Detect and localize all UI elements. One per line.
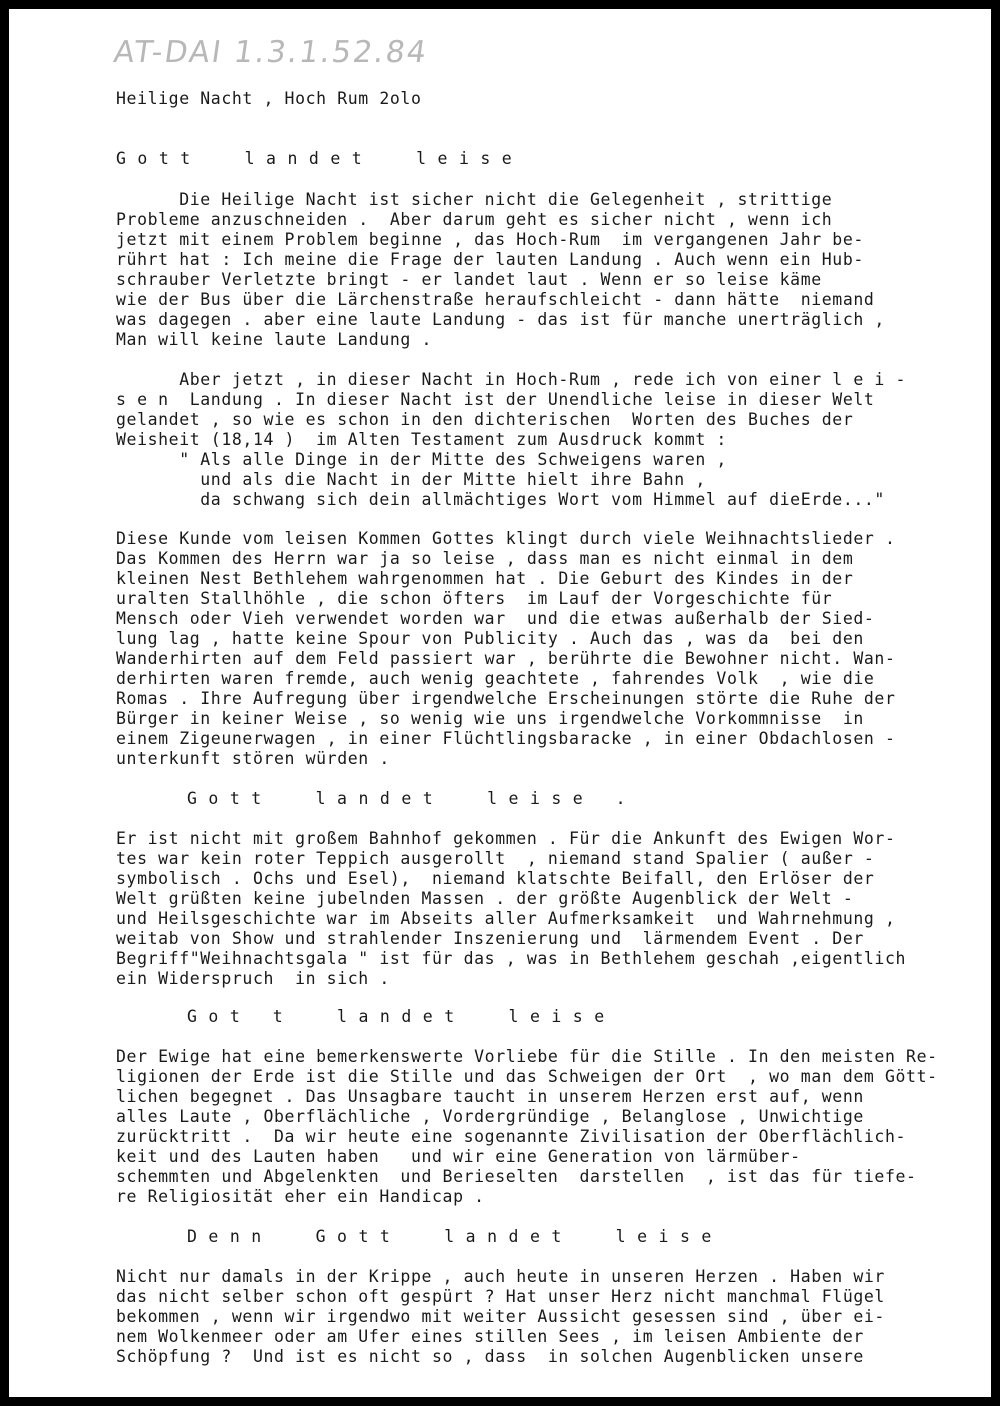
text-line: nem Wolkenmeer oder am Ufer eines stillen Sees , im leisen Ambiente der [116,1327,864,1346]
text-line: Mensch oder Vieh verwendet worden war und die etwas außerhalb der Sied- [116,609,875,628]
text-line: alles Laute , Oberflächliche , Vordergründige , Belanglose , Unwichtige [116,1107,864,1126]
text-line: Welt grüßten keine jubelnden Massen . der größte Augenblick der Welt - [116,889,854,908]
quote-line: " Als alle Dinge in der Mitte des Schweigens waren , [116,450,727,469]
text-line: Begriff"Weihnachtsgala " ist für das , was in Bethlehem geschah ,eigentlich [116,949,907,968]
section-heading: Denn Gott landet leise [187,1227,723,1246]
document-page [9,9,991,1397]
text-line: lung lag , hatte keine Spour von Publicity . Auch das , was da bei den [116,629,864,648]
archive-stamp: AT-DAI 1.3.1.52.84 [111,35,431,70]
text-line: das nicht selber schon oft gespürt ? Hat unser Herz nicht manchmal Flügel [116,1287,885,1306]
text-line: Wanderhirten auf dem Feld passiert war , berührte die Bewohner nicht. Wan- [116,649,896,668]
text-line: ligionen der Erde ist die Stille und das Schweigen der Ort , wo man dem Gött- [116,1067,938,1086]
text-line: Man will keine laute Landung . [116,330,433,349]
text-line: Nicht nur damals in der Krippe , auch heute in unseren Herzen . Haben wir [116,1267,885,1286]
section-heading: Gott landet leise . [187,789,638,808]
text-line: re Religiosität eher ein Handicap . [116,1187,485,1206]
text-line: s e n Landung . In dieser Nacht ist der Unendliche leise in dieser Welt [116,390,875,409]
section-heading: Got t landet leise [187,1007,616,1026]
text-line: Romas . Ihre Aufregung über irgendwelche Erscheinungen störte die Ruhe der [116,689,896,708]
text-line: Bürger in keiner Weise , so wenig wie uns irgendwelche Vorkommnisse in [116,709,864,728]
text-line: keit und des Lauten haben und wir eine Generation von lärmüber- [116,1147,801,1166]
text-line: Diese Kunde vom leisen Kommen Gottes klingt durch viele Weihnachtslieder . [116,529,896,548]
text-line: Weisheit (18,14 ) im Alten Testament zum Ausdruck kommt : [116,430,727,449]
text-line: wie der Bus über die Lärchenstraße heraufschleicht - dann hätte niemand [116,290,875,309]
text-line: schrauber Verletzte bringt - er landet laut . Wenn er so leise käme [116,270,822,289]
text-line: gelandet , so wie es schon in den dichterischen Worten des Buches der [116,410,854,429]
quote-line: da schwang sich dein allmächtiges Wort vom Himmel auf dieErde..." [116,490,885,509]
text-line: tes war kein roter Teppich ausgerollt , niemand stand Spalier ( außer - [116,849,875,868]
text-line: bekommen , wenn wir irgendwo mit weiter Aussicht gesessen sind , über ei- [116,1307,885,1326]
text-line: Er ist nicht mit großem Bahnhof gekommen . Für die Ankunft des Ewigen Wor- [116,829,896,848]
text-line: kleinen Nest Bethlehem wahrgenommen hat . Die Geburt des Kindes in der [116,569,854,588]
document-header: Heilige Nacht , Hoch Rum 2olo [116,89,422,108]
text-line: uralten Stallhöhle , die schon öfters im Lauf der Vorgeschichte für [116,589,833,608]
text-line: Probleme anzuschneiden . Aber darum geht es sicher nicht , wenn ich [116,210,833,229]
text-line: jetzt mit einem Problem beginne , das Hoch-Rum im vergangenen Jahr be- [116,230,864,249]
text-line: weitab von Show und strahlender Inszenierung und lärmendem Event . Der [116,929,864,948]
text-line: Die Heilige Nacht ist sicher nicht die Gelegenheit , strittige [116,190,833,209]
quote-line: und als die Nacht in der Mitte hielt ihre Bahn , [116,470,706,489]
text-line: derhirten waren fremde, auch wenig geachtete , fahrendes Volk , wie die [116,669,875,688]
text-line: Das Kommen des Herrn war ja so leise , dass man es nicht einmal in dem [116,549,854,568]
text-line: schemmten und Abgelenkten und Berieselten darstellen , ist das für tiefe- [116,1167,917,1186]
text-line: unterkunft stören würden . [116,749,390,768]
text-line: einem Zigeunerwagen , in einer Flüchtlingsbaracke , in einer Obdachlosen - [116,729,896,748]
text-line: und Heilsgeschichte war im Abseits aller Aufmerksamkeit und Wahrnehmung , [116,909,896,928]
text-line: Schöpfung ? Und ist es nicht so , dass in solchen Augenblicken unsere [116,1347,864,1366]
text-line: zurücktritt . Da wir heute eine sogenannte Zivilisation der Oberflächlich- [116,1127,907,1146]
text-line: rührt hat : Ich meine die Frage der lauten Landung . Auch wenn ein Hub- [116,250,864,269]
text-line: Der Ewige hat eine bemerkenswerte Vorliebe für die Stille . In den meisten Re- [116,1047,938,1066]
text-line: lichen begegnet . Das Unsagbare taucht in unserem Herzen erst auf, wenn [116,1087,864,1106]
text-line: Aber jetzt , in dieser Nacht in Hoch-Rum , rede ich von einer l e i - [116,370,907,389]
text-line: was dagegen . aber eine laute Landung - das ist für manche unerträglich , [116,310,885,329]
text-line: symbolisch . Ochs und Esel), niemand klatschte Beifall, den Erlöser der [116,869,875,888]
section-heading: Gott landet leise [116,149,524,168]
text-line: ein Widerspruch in sich . [116,969,390,988]
